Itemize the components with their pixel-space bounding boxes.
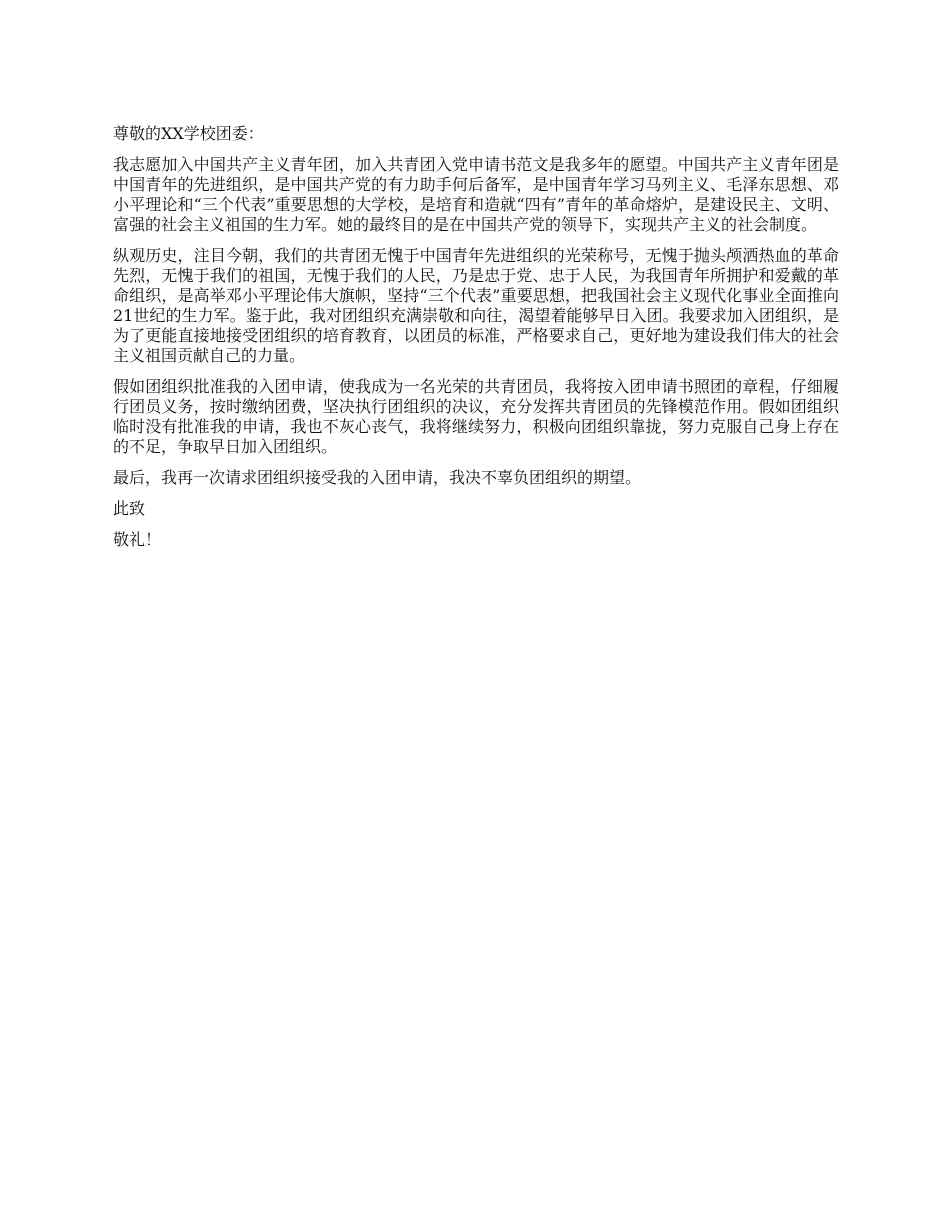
body-paragraph-1: 我志愿加入中国共产主义青年团，加入共青团入党申请书范文是我多年的愿望。中国共产主义青年团是中国青年的先进组织，是中国共产党的有力助手何后备军，是中国青年学习马列主义、毛泽东思想、邓小平理论和“三个代表”重要思想的大学校，是培育和造就“四有”青年的革命熔炉，是建设民主、文明、富强的社会主义祖国的生力军。她的最终目的是在中国共产党的领导下，实现共产主义的社会制度。 — [113, 155, 839, 234]
closing-line-1: 此致 — [113, 499, 146, 518]
body-paragraph-4: 最后，我再一次请求团组织接受我的入团申请，我决不辜负团组织的期望。 — [113, 468, 642, 487]
body-paragraph-2: 纵观历史，注目今朝，我们的共青团无愧于中国青年先进组织的光荣称号，无愧于抛头颅洒热血的革命先烈，无愧于我们的祖国，无愧于我们的人民，乃是忠于党、忠于人民，为我国青年所拥护和爱戴的革命组织，是高举邓小平理论伟大旗帜，坚持“三个代表”重要思想，把我国社会主义现代化事业全面推向21世纪的生力军。鉴于此，我对团组织充满崇敬和向往，渴望着能够早日入团。我要求加入团组织，是为了更能直接地接受团组织的培育教育，以团员的标准，严格要求自己，更好地为建设我们伟大的社会主义祖国贡献自己的力量。 — [113, 246, 839, 365]
closing-line-2: 敬礼！ — [113, 530, 162, 549]
document-page — [113, 124, 839, 561]
body-paragraph-3: 假如团组织批准我的入团申请，使我成为一名光荣的共青团员，我将按入团申请书照团的章程，仔细履行团员义务，按时缴纳团费，坚决执行团组织的决议，充分发挥共青团员的先锋模范作用。假如团组织临时没有批准我的申请，我也不灰心丧气，我将继续努力，积极向团组织靠拢，努力克服自己身上存在的不足，争取早日加入团组织。 — [113, 377, 839, 456]
salutation: 尊敬的XX学校团委： — [113, 124, 264, 143]
